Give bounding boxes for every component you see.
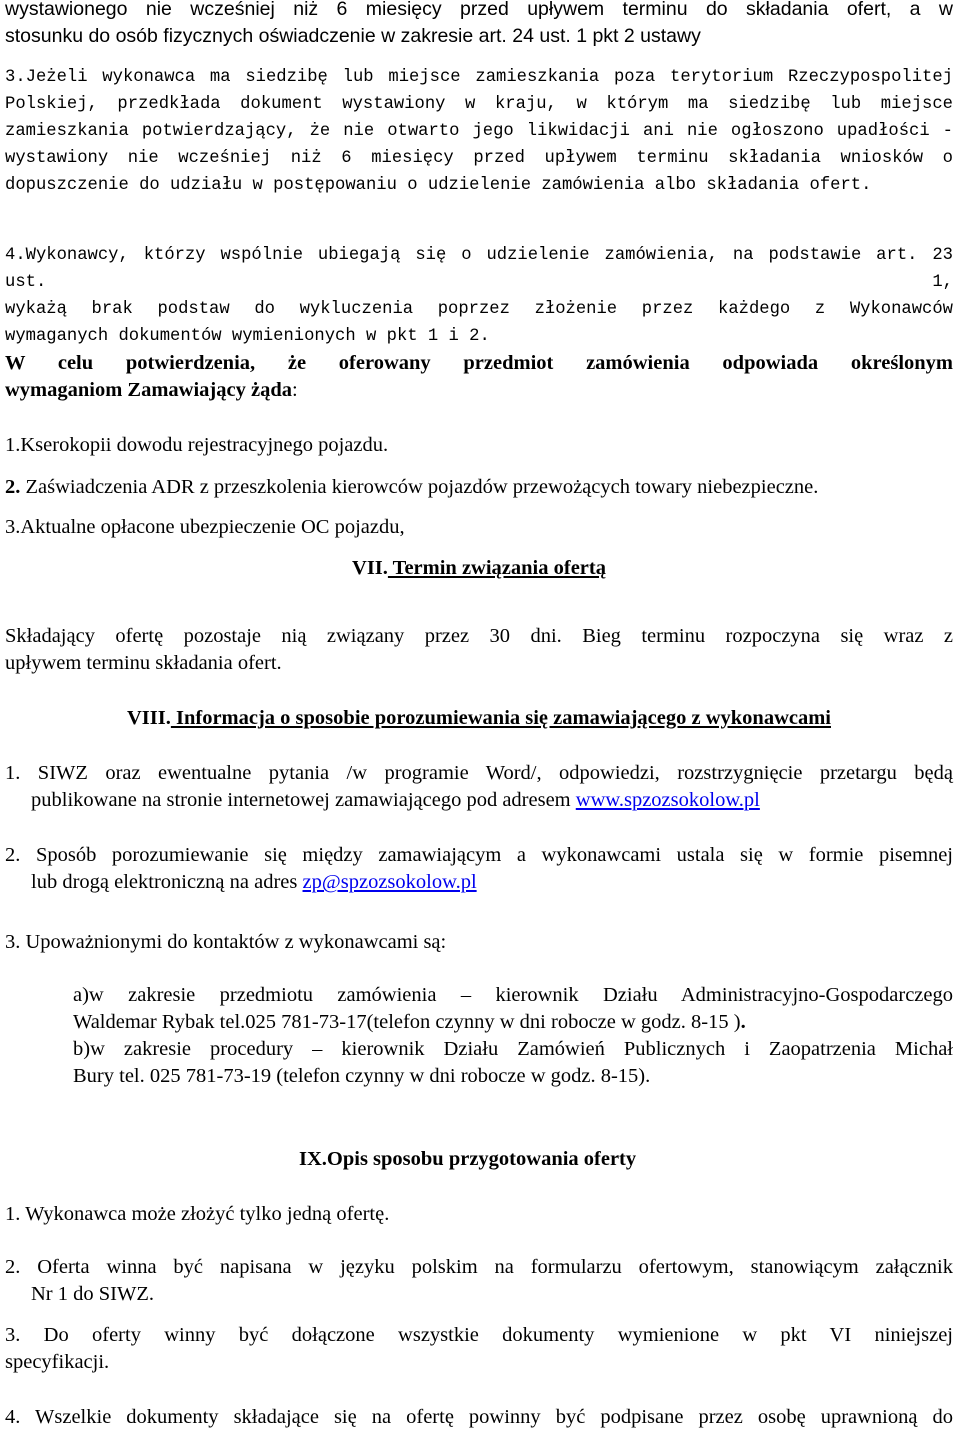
requirement-item-2: [5, 474, 953, 501]
section-8-item-3: [5, 929, 953, 956]
section-8-item-2-line-2: lub drogą elektroniczną na adres: [31, 871, 303, 893]
contact-b-line-2: Bury tel. 025 781-73-19 (telefon czynny w dni robocze w godz. 8-15).: [73, 1065, 651, 1087]
section-7-heading-text: Termin związania ofertą: [387, 557, 606, 579]
requirements-intro-line-2: wymaganiom Zamawiający żąda: [5, 379, 292, 401]
section-8-item-1: [5, 760, 953, 814]
para-top-line-2: stosunku do osób fizycznych oświadczenie w zakresie art. 24 ust. 1 pkt 2 ustawy: [5, 25, 701, 47]
section-7-paragraph: [5, 623, 953, 677]
section-9-item-1-text: 1. Wykonawca może złożyć tylko jedną ofertę.: [5, 1203, 390, 1225]
requirement-item-2-text: Zaświadczenia ADR z przeszkolenia kierowców pojazdów przewożących towary niebezpieczne.: [20, 476, 819, 498]
section-8-item-3-text: 3. Upoważnionymi do kontaktów z wykonawcami są:: [5, 931, 447, 953]
para-top-line-1: wystawionego nie wcześniej niż 6 miesięcy przed upływem terminu do składania ofert, a w: [5, 0, 953, 20]
section-8-heading: [5, 705, 953, 732]
requirements-intro-line-1: W celu potwierdzenia, że oferowany przedmiot zamówienia odpowiada określonym: [5, 352, 953, 374]
section-7-line-2: upływem terminu składania ofert.: [5, 652, 282, 674]
requirement-item-1-text: 1.Kserokopii dowodu rejestracyjnego pojazdu.: [5, 434, 389, 456]
para-3-line-3: zamieszkania potwierdzający, że nie otwarto jego likwidacji ani nie ogłoszono upadłości -: [5, 122, 953, 141]
requirements-intro: [5, 350, 953, 404]
section-8-item-2: [5, 842, 953, 896]
para-4-line-1: 4.Wykonawcy, którzy wspólnie ubiegają się o udzielenie zamówienia, na podstawie art. 23 ust. 1,: [5, 246, 953, 292]
section-9-item-3: [5, 1322, 953, 1376]
email-link[interactable]: zp@spzozsokolow.pl: [302, 871, 477, 893]
section-9-item-3-line-1: 3. Do oferty winny być dołączone wszystkie dokumenty wymienione w pkt VI niniejszej: [5, 1324, 953, 1346]
para-3-line-2: Polskiej, przedkłada dokument wystawiony w kraju, w którym ma siedzibę lub miejsce: [5, 95, 953, 114]
para-3-line-5: dopuszczenie do udziału w postępowaniu o udzielenie zamówienia albo składania ofert.: [5, 176, 872, 195]
contact-a-line-1: a)w zakresie przedmiotu zamówienia – kierownik Działu Administracyjno-Gospodarczego: [73, 984, 953, 1006]
requirement-item-1: [5, 432, 953, 459]
requirement-item-3-text: 3.Aktualne opłacone ubezpieczenie OC pojazdu,: [5, 516, 405, 538]
section-9-item-2: [5, 1254, 953, 1308]
section-9-item-3-line-2: specyfikacji.: [5, 1351, 110, 1373]
para-3: [5, 64, 953, 199]
para-top: [5, 0, 953, 50]
section-9-item-2-line-1: 2. Oferta winna być napisana w języku polskim na formularzu ofertowym, stanowiącym załącznik: [5, 1256, 953, 1278]
section-8-contacts: [73, 982, 953, 1090]
section-9-item-2-line-2: Nr 1 do SIWZ.: [31, 1283, 154, 1305]
para-3-line-4: wystawiony nie wcześniej niż 6 miesięcy przed upływem terminu składania wniosków o: [5, 149, 953, 168]
section-9-item-4-line-1: 4. Wszelkie dokumenty składające się na ofertę powinny być podpisane przez osobę uprawnioną do: [5, 1406, 953, 1428]
requirement-item-3: [5, 514, 953, 541]
section-8-item-2-line-1: 2. Sposób porozumiewanie się między zamawiającym a wykonawcami ustala się w formie pisemnej: [5, 844, 953, 866]
para-4: [5, 242, 953, 350]
para-4-line-2: wykażą brak podstaw do wykluczenia poprzez złożenie przez każdego z Wykonawców: [5, 300, 953, 319]
section-9-heading-text: IX.Opis sposobu przygotowania oferty: [299, 1148, 637, 1170]
contact-a-line-2-dot: .: [740, 1011, 746, 1033]
section-7-line-1: Składający ofertę pozostaje nią związany przez 30 dni. Bieg terminu rozpoczyna się wraz z: [5, 625, 953, 647]
section-9-item-1: [5, 1201, 953, 1228]
section-8-item-1-line-2: publikowane na stronie internetowej zamawiającego pod adresem: [31, 789, 576, 811]
contact-a-line-2: Waldemar Rybak tel.025 781-73-17(telefon czynny w dni robocze w godz. 8-15 ): [73, 1011, 741, 1033]
contact-b-line-1: b)w zakresie procedury – kierownik Działu Zamówień Publicznych i Zaopatrzenia Michał: [73, 1038, 953, 1060]
website-link[interactable]: www.spzozsokolow.pl: [575, 789, 760, 811]
section-9-heading: [299, 1146, 899, 1173]
section-7-heading: [5, 555, 953, 582]
requirement-item-2-number: 2.: [5, 476, 21, 498]
section-9-item-4: [5, 1404, 953, 1431]
para-4-line-3: wymaganych dokumentów wymienionych w pkt 1 i 2.: [5, 327, 490, 346]
section-8-heading-number: VIII.: [127, 707, 171, 729]
section-8-heading-text: Informacja o sposobie porozumiewania się zamawiającego z wykonawcami: [170, 707, 831, 729]
para-3-line-1: 3.Jeżeli wykonawca ma siedzibę lub miejsce zamieszkania poza terytorium Rzeczypospolitej: [5, 68, 953, 87]
requirements-intro-colon: :: [291, 379, 298, 401]
section-8-item-1-line-1: 1. SIWZ oraz ewentualne pytania /w programie Word/, odpowiedzi, rozstrzygnięcie przetargu będą: [5, 762, 953, 784]
section-7-heading-number: VII.: [352, 557, 388, 579]
